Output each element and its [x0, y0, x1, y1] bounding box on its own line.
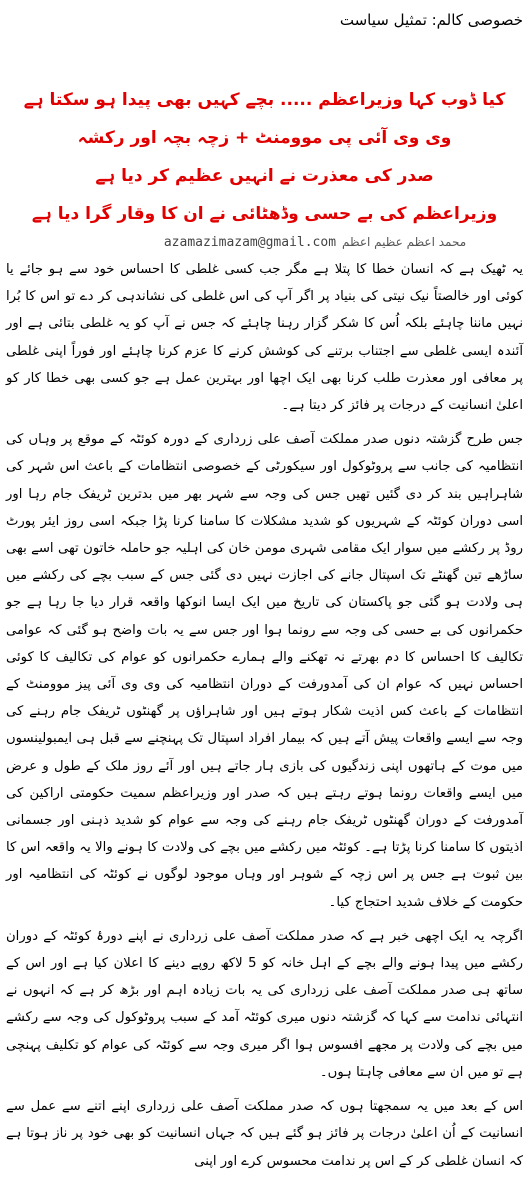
headline-4: وزیراعظم کی بے حسی وڈھٹائی نے ان کا وقار گرا دیا ہے	[31, 204, 498, 224]
paragraph: اگرچہ یہ ایک اچھی خبر ہے کہ صدر مملکت آصف علی زرداری نے اپنے دورۂ کوئٹہ کے دوران رکشے میں پیدا ہونے والے بچے کے اہل خانہ کو 5 لاکھ روپے دینے کا اعلان کیا ہے اور اس کے ساتھ ہی صدر مملکت آصف علی زرداری کی یہ بات زیادہ اہم اور بڑھ کر ہے کہ انہوں نے انتہائی ندامت سے کہا کہ گزشتہ دنوں میری کوئٹہ آمد کے سبب پروٹوکول کی وجہ سے رکشے میں بچے کی ولادت پر مجھے افسوس ہوا اگر میری وجہ سے کوئٹہ کی عوام کو تکلیف پہنچی ہے تو میں ان سے معافی چاہتا ہوں۔	[6, 928, 523, 1080]
paragraph: اس کے بعد میں یہ سمجھتا ہوں کہ صدر مملکت آصف علی زرداری اپنے اتنے سے عمل سے انسانیت کے اُن اعلیٰ درجات پر فائز ہو گئے ہیں کہ جہاں انسانیت کو بھی خود پر ناز ہوتا ہے کہ انسان غلطی کر کے اس پر ندامت محسوس کرے اور اپنی	[6, 1099, 523, 1169]
paragraph: جس طرح گزشتہ دنوں صدر مملکت آصف علی زرداری کے دورہ کوئٹہ کے موقع پر وہاں کی انتظامیہ کی جانب سے پروٹوکول اور سیکورٹی کے خصوصی انتظامات کے باعث اس شہر کی شاہراہیں بند کر دی گئیں تھیں جس کی وجہ سے شہر بھر میں بدترین ٹریفک جام رہا اور اسی دوران کوئٹہ کے شہریوں کو شدید مشکلات کا سامنا کرنا پڑا جبکہ اسی روز ایئر پورٹ روڈ پر رکشے میں سوار ایک مقامی شہری مومن خان کی اہلیہ جو حاملہ خاتون تھی اسے بھی ساڑھے تین گھنٹے تک اسپتال جانے کی اجازت نہیں دی گئی جس کے سبب بچے کی رکشے میں ہی ولادت ہو گئی جو پاکستان کی تاریخ میں ایک ایسا انوکھا واقعہ قرار دیا جا رہا ہے جو حکمرانوں کی بے حسی کی وجہ سے رونما ہوا اور جس سے یہ بات واضح ہو گئی کہ عوامی تکالیف کا احساس کا دم بھرتے نہ تھکنے والے ہمارے حکمرانوں کو عوام کی تکالیف کا کوئی احساس نہیں کہ عوام ان کی آمدورفت کے دوران انتظامیہ کی وی وی آئی پیز موومنٹ کے انتظامات کے باعث کس اذیت شکار ہوتے ہیں اور شاہراؤں پر گھنٹوں ٹریفک جام رہنے کی وجہ سے ایسے واقعات پیش آتے ہیں کہ بیمار افراد اسپتال تک پہنچنے سے قبل ہی ایمبولینسوں میں موت کے ہاتھوں اپنی زندگیوں کی بازی ہار جاتے ہیں اور آئے روز ملک کے طول و عرض میں ایسے واقعات رونما ہوتے رہتے ہیں کہ صدر اور وزیراعظم سمیت حکومتی اراکین کی آمدورفت کے دوران گھنٹوں ٹریفک جام رہنے کی وجہ سے عوام کو شدید ذہنی اور جسمانی اذیتوں کا سامنا کرنا پڑتا ہے۔ کوئٹہ میں رکشے میں بچے کی ولادت کا ہونے والا یہ واقعہ اس کا بین ثبوت ہے جس پر اس زچہ کے شوہر اور وہاں موجود لوگوں نے کوئٹہ کی انتظامیہ اور حکومت کے خلاف شدید احتجاج کیا۔	[6, 432, 523, 910]
author-name: محمد اعظم عظیم اعظم	[342, 235, 467, 249]
paragraph: یہ ٹھیک ہے کہ انسان خطا کا پتلا ہے مگر جب کسی غلطی کا احساس خود سے ہو جائے یا کوئی اور خالصتاً نیک نیتی کی بنیاد پر اگر آپ کی اس غلطی کی نشاندہی کر دے تو اس کا بُرا نہیں ماننا چاہئے بلکہ اُس کا شکر گزار رہنا چاہئے کہ جس نے آپ کو یہ غلطی بتائی ہے اور آئندہ ایسی غلطی سے اجتناب برتنے کی کوشش کرنے کا عزم کرنا چاہئے اور فوراً اپنی غلطی پر معافی اور معذرت طلب کرنا بھی ایک اچھا اور بہترین عمل ہے جو کسی بھی خطا کار کو اعلیٰ انسانیت کے درجات پر فائز کر دیتا ہے۔	[6, 262, 523, 414]
headline-1: کیا ڈوب کہا وزیراعظم ..... بچے کہیں بھی پیدا ہو سکتا ہے	[23, 90, 506, 110]
author-email: azamazimazam@gmail.com	[163, 234, 337, 250]
article-body	[6, 256, 523, 1182]
column-kicker: خصوصی کالم: تمثیل سیاست	[339, 11, 523, 29]
headline-3: صدر کی معذرت نے انہیں عظیم کر دیا ہے	[95, 166, 434, 186]
headlines-block	[20, 84, 509, 236]
headline-2: وی وی آئی پی موومنٹ + زچہ بچہ اور رکشہ	[77, 128, 452, 148]
byline	[150, 228, 480, 256]
